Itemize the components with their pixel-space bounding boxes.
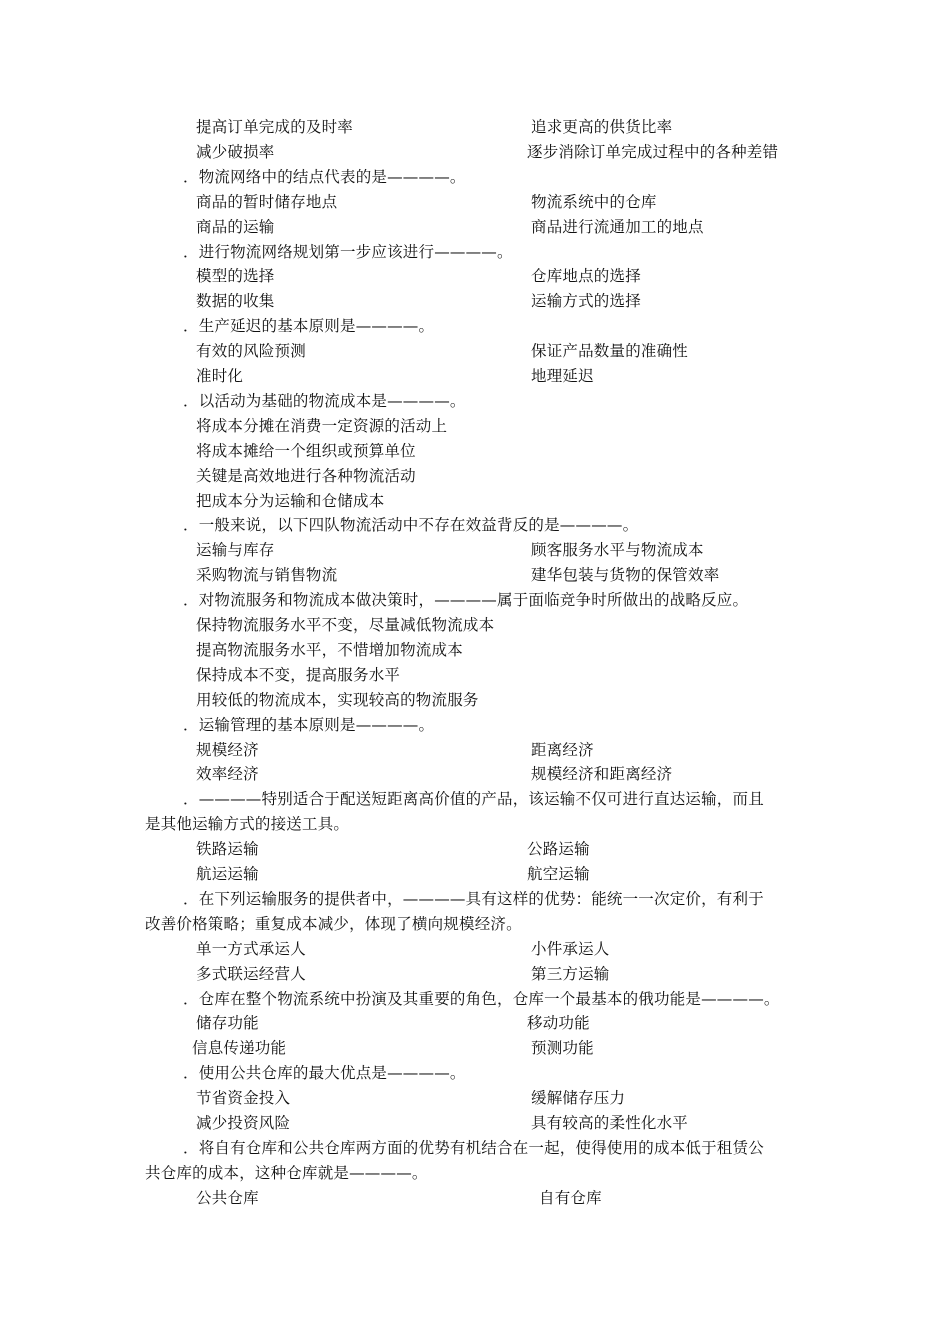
option-right: 逐步消除订单完成过程中的各种差错 (527, 143, 779, 161)
question-continuation: 共仓库的成本，这种仓库就是————。 (145, 1164, 428, 1182)
option-left: 运输与库存 (196, 541, 275, 559)
option-left: 把成本分为运输和仓储成本 (196, 492, 385, 510)
option-right: 规模经济和距离经济 (531, 765, 673, 783)
option-right: 商品进行流通加工的地点 (531, 218, 704, 236)
option-left: 保持成本不变，提高服务水平 (196, 666, 401, 684)
option-left: 商品的暂时储存地点 (196, 193, 338, 211)
option-left: 将成本摊给一个组织或预算单位 (196, 442, 416, 460)
question-text: ．仓库在整个物流系统中扮演及其重要的角色，仓库一个最基本的俄功能是————。 (183, 990, 780, 1008)
option-right: 物流系统中的仓库 (531, 193, 657, 211)
question-text: ．对物流服务和物流成本做决策时，————属于面临竞争时所做出的战略反应。 (183, 591, 749, 609)
option-left: 减少投资风险 (196, 1114, 291, 1132)
option-right: 航空运输 (527, 865, 590, 883)
option-left: 提高订单完成的及时率 (196, 118, 354, 136)
option-left: 规模经济 (196, 741, 259, 759)
option-right: 第三方运输 (531, 965, 610, 983)
option-right: 预测功能 (531, 1039, 594, 1057)
question-text: ．在下列运输服务的提供者中，————具有这样的优势：能统一一次定价，有利于 (183, 890, 764, 908)
question-text: ．————特别适合于配送短距离高价值的产品，该运输不仅可进行直达运输，而且 (183, 790, 764, 808)
option-left: 商品的运输 (196, 218, 275, 236)
option-right: 建华包装与货物的保管效率 (531, 566, 720, 584)
option-right: 小件承运人 (531, 940, 610, 958)
option-right: 移动功能 (527, 1014, 590, 1032)
option-left: 关键是高效地进行各种物流活动 (196, 467, 416, 485)
option-right: 地理延迟 (531, 367, 594, 385)
option-left: 公共仓库 (196, 1189, 259, 1207)
option-right: 追求更高的供货比率 (531, 118, 673, 136)
option-left: 用较低的物流成本，实现较高的物流服务 (196, 691, 479, 709)
option-left: 单一方式承运人 (196, 940, 306, 958)
question-text: ．一般来说，以下四队物流活动中不存在效益背反的是————。 (183, 516, 639, 534)
option-left: 减少破损率 (196, 143, 275, 161)
option-left: 节省资金投入 (196, 1089, 291, 1107)
option-left: 采购物流与销售物流 (196, 566, 338, 584)
option-left: 多式联运经营人 (196, 965, 306, 983)
option-right: 保证产品数量的准确性 (531, 342, 689, 360)
option-left: 模型的选择 (196, 267, 275, 285)
option-right: 自有仓库 (539, 1189, 602, 1207)
question-text: ．使用公共仓库的最大优点是————。 (183, 1064, 466, 1082)
option-left: 保持物流服务水平不变，尽量减低物流成本 (196, 616, 495, 634)
option-left: 航运运输 (196, 865, 259, 883)
option-right: 顾客服务水平与物流成本 (531, 541, 704, 559)
option-right: 运输方式的选择 (531, 292, 641, 310)
question-text: ．进行物流网络规划第一步应该进行————。 (183, 243, 513, 261)
option-left: 信息传递功能 (192, 1039, 287, 1057)
option-left: 铁路运输 (196, 840, 259, 858)
option-left: 数据的收集 (196, 292, 275, 310)
question-continuation: 是其他运输方式的接送工具。 (145, 815, 350, 833)
question-text: ．生产延迟的基本原则是————。 (183, 317, 435, 335)
option-right: 缓解储存压力 (531, 1089, 626, 1107)
option-right: 距离经济 (531, 741, 594, 759)
question-text: ．以活动为基础的物流成本是————。 (183, 392, 466, 410)
option-right: 仓库地点的选择 (531, 267, 641, 285)
option-left: 提高物流服务水平，不惜增加物流成本 (196, 641, 463, 659)
option-right: 公路运输 (527, 840, 590, 858)
question-text: ．运输管理的基本原则是————。 (183, 716, 435, 734)
option-right: 具有较高的柔性化水平 (531, 1114, 689, 1132)
option-left: 有效的风险预测 (196, 342, 306, 360)
option-left: 效率经济 (196, 765, 259, 783)
question-text: ．物流网络中的结点代表的是————。 (183, 168, 466, 186)
option-left: 储存功能 (196, 1014, 259, 1032)
question-text: ．将自有仓库和公共仓库两方面的优势有机结合在一起，使得使用的成本低于租赁公 (183, 1139, 764, 1157)
option-left: 准时化 (196, 367, 244, 385)
option-left: 将成本分摊在消费一定资源的活动上 (196, 417, 448, 435)
question-continuation: 改善价格策略；重复成本减少，体现了横向规模经济。 (145, 915, 522, 933)
